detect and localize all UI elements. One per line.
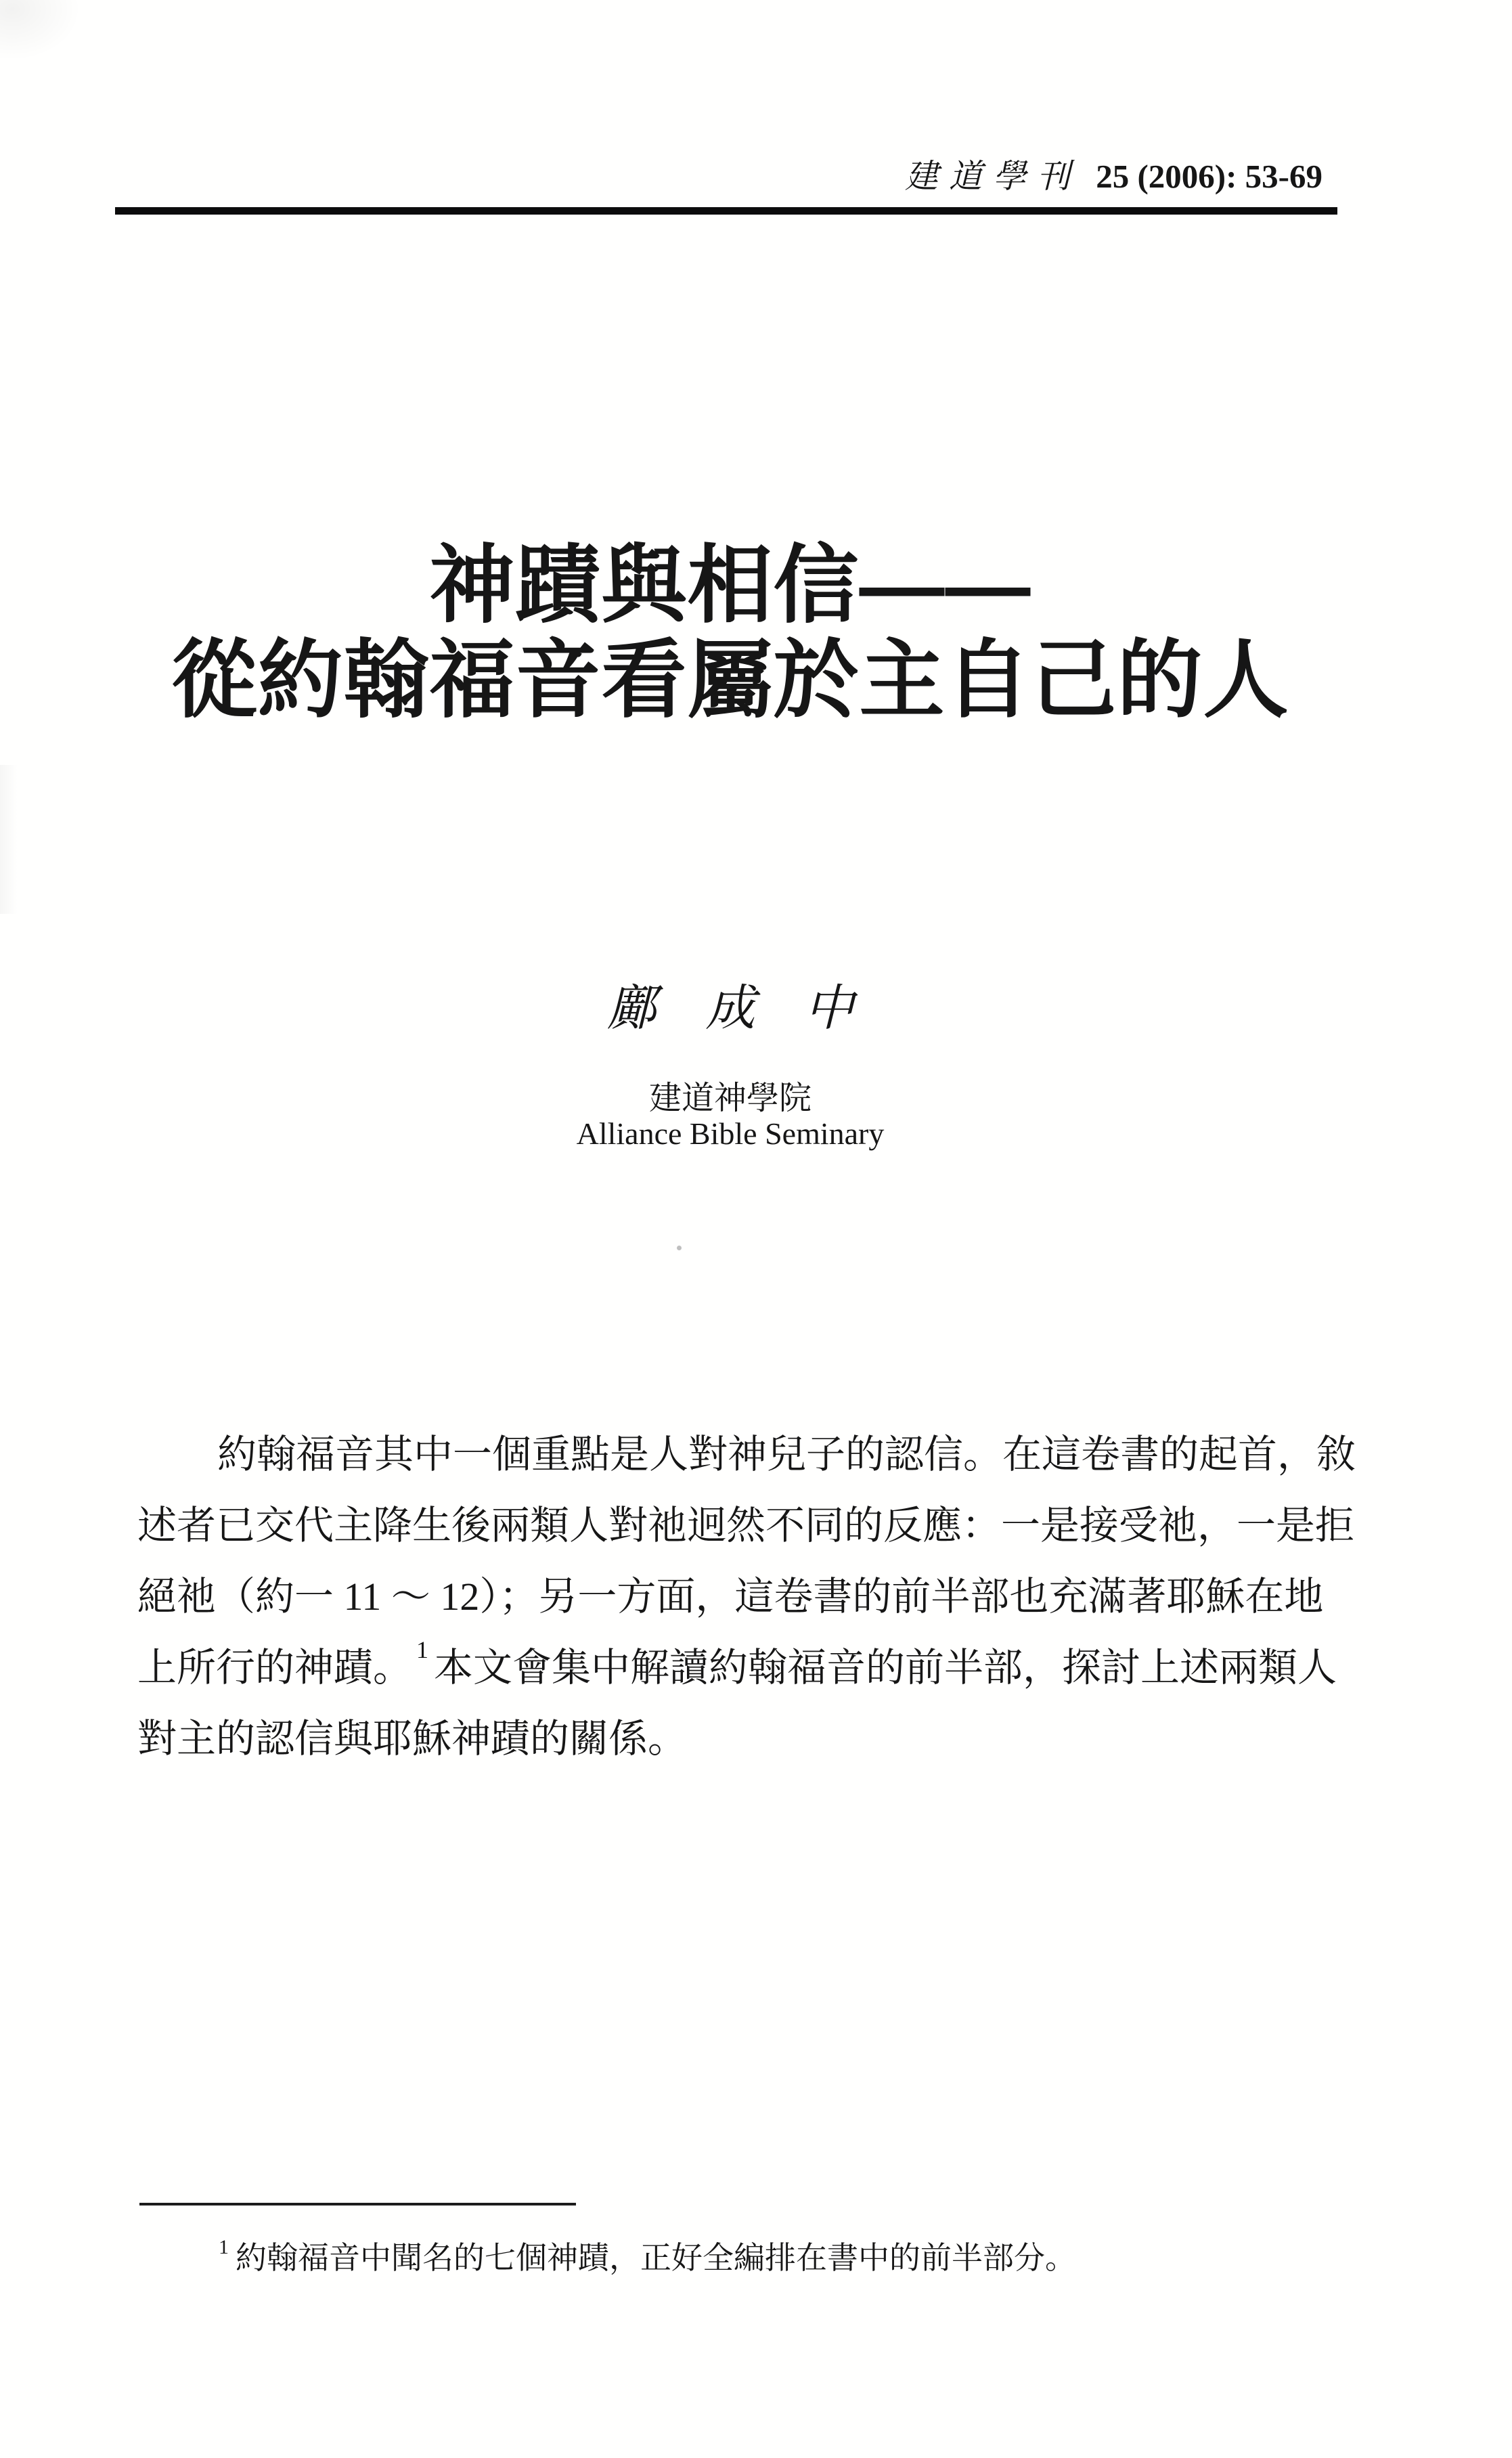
article-title-line1: 神蹟與相信—— xyxy=(429,537,1031,633)
journal-header xyxy=(905,150,1322,198)
footnote-reference: 1 xyxy=(416,1636,429,1663)
journal-name: 建道學刊 xyxy=(904,158,1081,195)
footnote-marker: 1 xyxy=(219,2236,229,2258)
body-line: 述者已交代主降生後兩類人對祂迥然不同的反應：一是接受祂，一是拒 xyxy=(137,1504,1355,1548)
footnote-text: 約翰福音中聞名的七個神蹟，正好全編排在書中的前半部分。 xyxy=(236,2241,1076,2275)
scan-smudge xyxy=(0,0,81,61)
footnote-separator-rule xyxy=(139,2203,576,2205)
article-title-line2: 從約翰福音看屬於主自己的人 xyxy=(171,632,1289,728)
article-title xyxy=(137,538,1323,728)
body-line xyxy=(137,1632,1337,1703)
body-line4-post: 本文會集中解讀約翰福音的前半部，探討上述兩類人 xyxy=(434,1646,1337,1690)
body-paragraph xyxy=(137,1419,1356,1774)
body-line: 絕祂（約一 11 ～ 12）；另一方面，這卷書的前半部也充滿著耶穌在地 xyxy=(137,1575,1324,1619)
journal-citation: 25 (2006): 53-69 xyxy=(1096,158,1322,195)
scan-speck xyxy=(677,1246,682,1250)
header-rule xyxy=(115,207,1337,215)
body-line: 對主的認信與耶穌神蹟的關係。 xyxy=(137,1717,688,1761)
body-line: 約翰福音其中一個重點是人對神兒子的認信。在這卷書的起首，敘 xyxy=(217,1432,1356,1476)
body-line4-pre: 上所行的神蹟。 xyxy=(137,1646,413,1690)
author-name: 鄺 成 中 xyxy=(606,981,854,1036)
footnote xyxy=(137,2237,1323,2279)
affiliation-chinese: 建道神學院 xyxy=(648,1080,811,1116)
scan-smudge xyxy=(0,765,18,914)
affiliation-english: Alliance Bible Seminary xyxy=(576,1116,885,1151)
